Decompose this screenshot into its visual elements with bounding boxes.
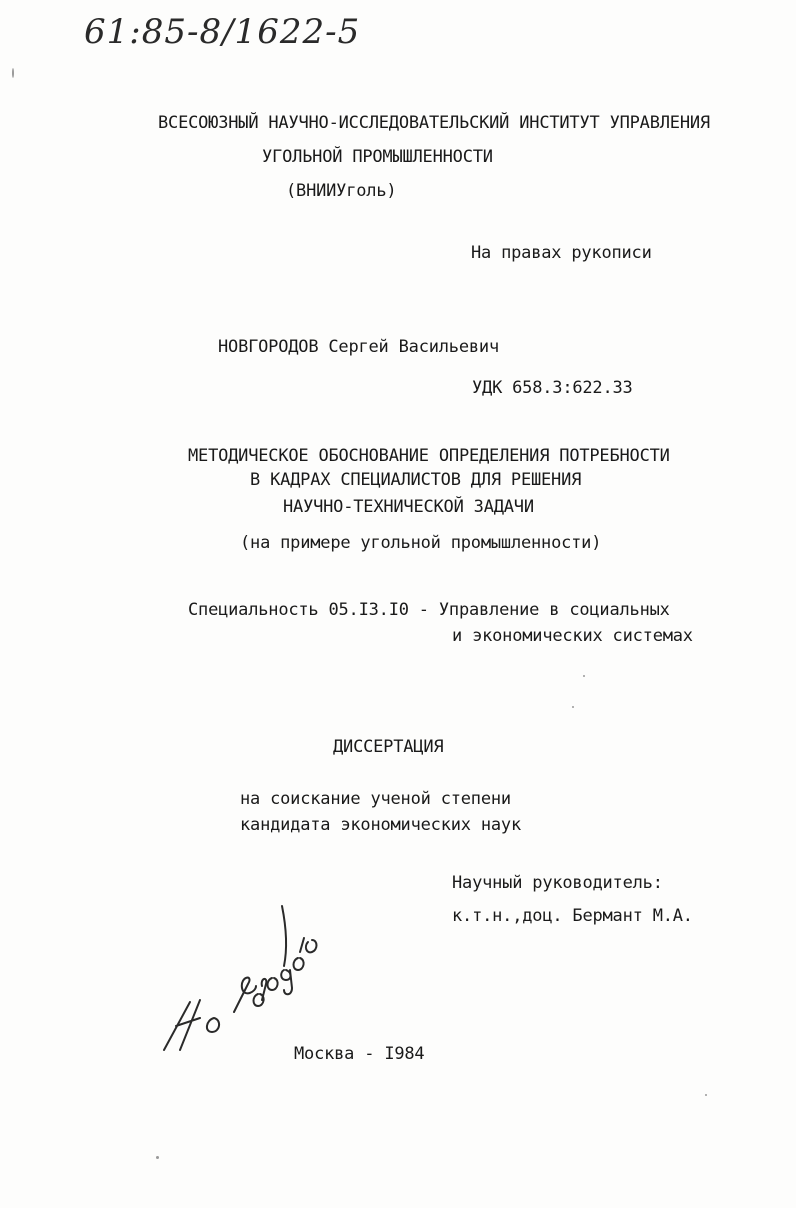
- scan-speck: [583, 675, 585, 677]
- place-and-year: Москва - I984: [294, 1044, 425, 1064]
- institute-abbreviation: (ВНИИУголь): [286, 181, 397, 201]
- supervisor-name: к.т.н.,доц. Бермант М.А.: [452, 906, 693, 926]
- author-name: НОВГОРОДОВ Сергей Васильевич: [218, 337, 499, 357]
- handwritten-shelfmark: 61:85-8/1622-5: [84, 12, 361, 52]
- title-subtitle: (на примере угольной промышленности): [240, 533, 602, 553]
- degree-line-1: на соискание ученой степени: [240, 789, 511, 809]
- title-line-1: МЕТОДИЧЕСКОЕ ОБОСНОВАНИЕ ОПРЕДЕЛЕНИЯ ПОТРЕБНОСТИ: [188, 446, 670, 466]
- specialty-line-2: и экономических системах: [452, 626, 693, 646]
- scan-speck: [572, 706, 574, 708]
- institute-line-1: ВСЕСОЮЗНЫЙ НАУЧНО-ИССЛЕДОВАТЕЛЬСКИЙ ИНСТИТУТ УПРАВЛЕНИЯ: [158, 113, 710, 133]
- manuscript-rights-note: На правах рукописи: [471, 243, 652, 263]
- udc-code: УДК 658.3:622.33: [472, 378, 633, 398]
- title-line-2: В КАДРАХ СПЕЦИАЛИСТОВ ДЛЯ РЕШЕНИЯ: [250, 470, 582, 490]
- scan-speck: [12, 68, 14, 78]
- document-type: ДИССЕРТАЦИЯ: [333, 737, 444, 757]
- institute-line-2: УГОЛЬНОЙ ПРОМЫШЛЕННОСТИ: [262, 147, 493, 167]
- degree-line-2: кандидата экономических наук: [240, 815, 521, 835]
- specialty-line-1: Специальность 05.I3.I0 - Управление в социальных: [188, 600, 670, 620]
- scan-speck: [705, 1094, 707, 1096]
- scan-speck: [156, 1156, 159, 1159]
- title-line-3: НАУЧНО-ТЕХНИЧЕСКОЙ ЗАДАЧИ: [283, 497, 534, 517]
- supervisor-label: Научный руководитель:: [452, 873, 663, 893]
